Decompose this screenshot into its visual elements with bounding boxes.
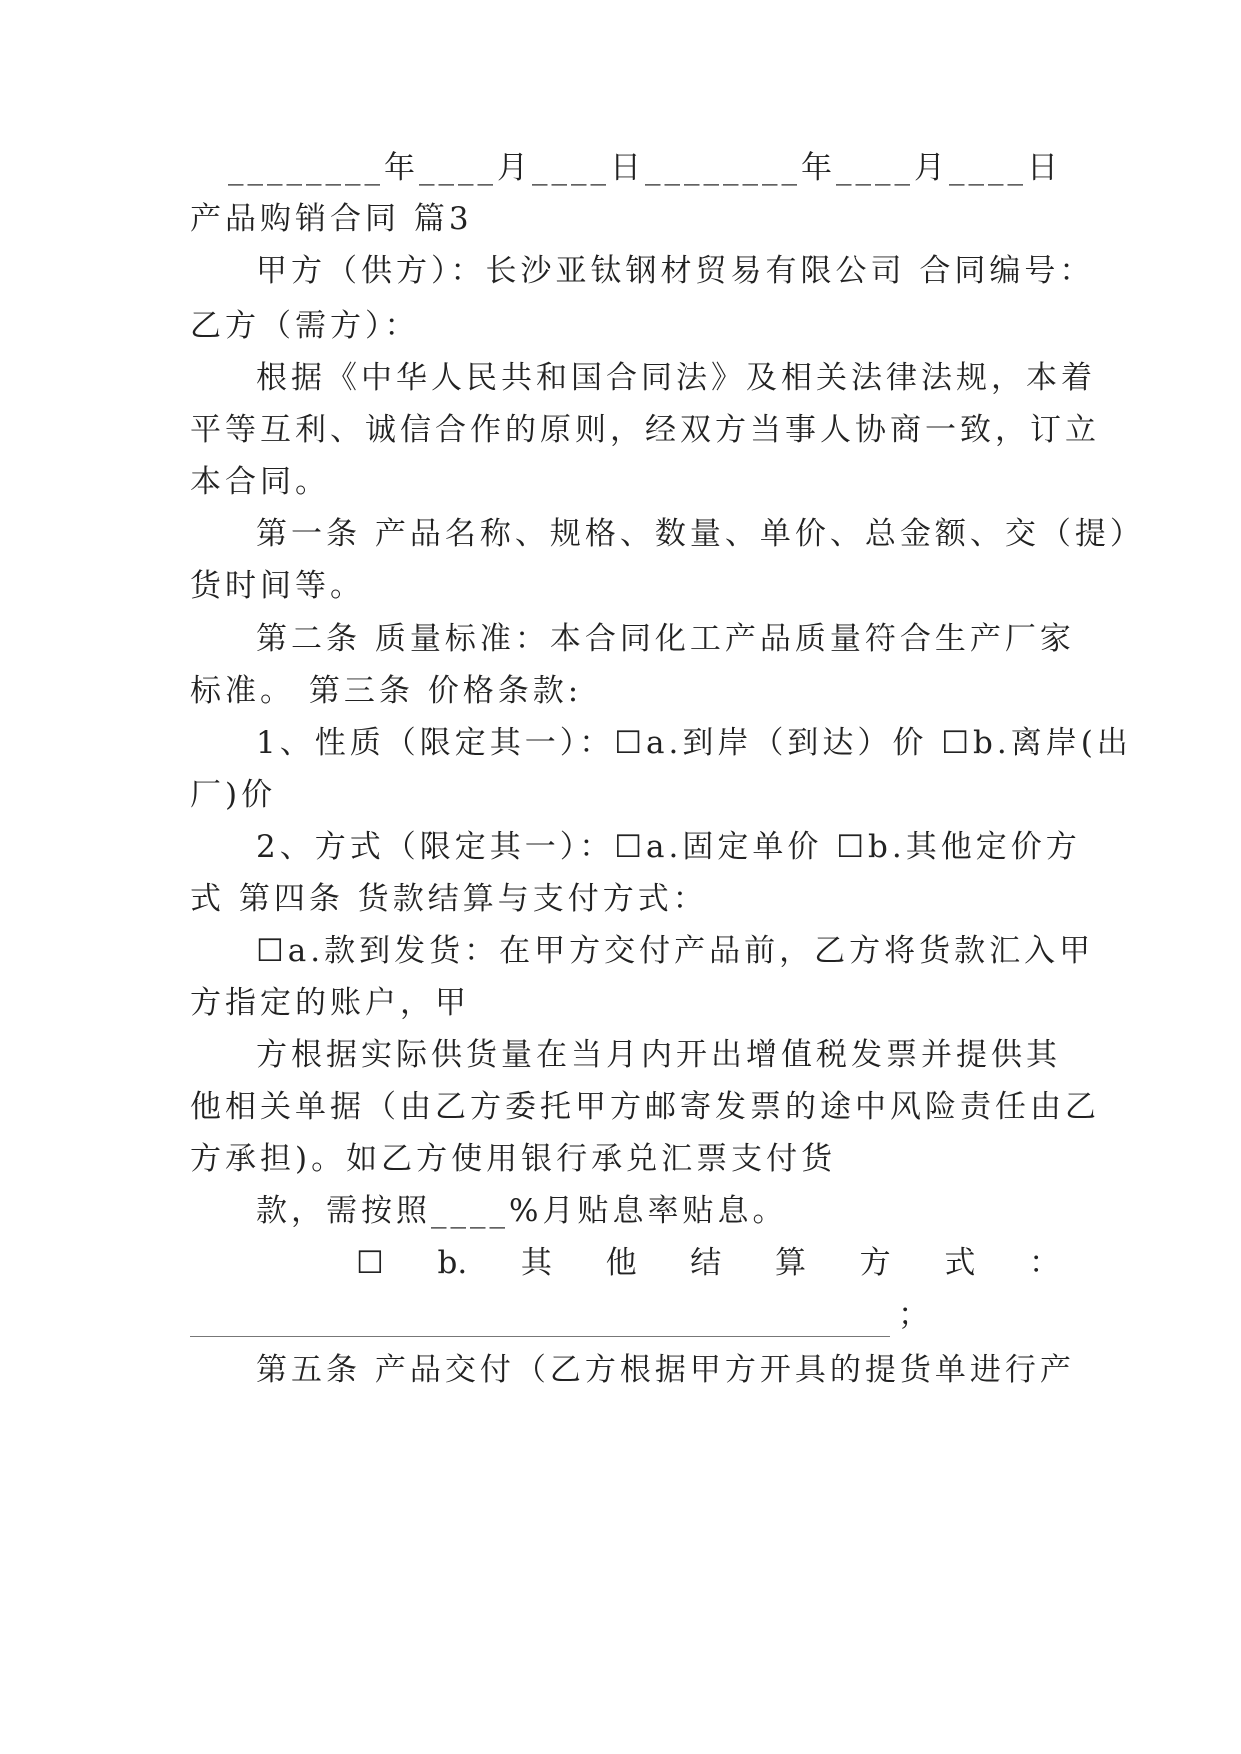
price-method-line-1: 2、方式（限定其一）：☐a.固定单价 ☐b.其他定价方 [256,829,1081,865]
other-settlement-line [356,1241,1060,1285]
payment-a-line-2: 方指定的账户，甲 [190,985,470,1021]
discount-line: 款，需按照____%月贴息率贴息。 [256,1193,788,1229]
preamble-line-1: 根据《中华人民共和国合同法》及相关法律法规，本着 [256,360,1096,396]
date-line: ________年____月____日________年____月____日 [228,150,1062,186]
char: 方 [859,1245,891,1281]
article-1-line-1: 第一条 产品名称、规格、数量、单价、总金额、交（提） [256,516,1145,552]
price-method-line-2: 式 第四条 货款结算与支付方式： [190,881,708,917]
fill-in-rule [190,1306,890,1337]
invoice-line-3: 方承担)。如乙方使用银行承兑汇票支付货 [190,1141,837,1177]
char: 他 [605,1245,637,1281]
price-nature-line-1: 1、性质（限定其一）：☐a.到岸（到达）价 ☐b.离岸(出 [256,725,1132,761]
checkbox-glyph: ☐ [356,1245,384,1281]
party-b-line: 乙方（需方）： [190,308,420,344]
preamble-line-2: 平等互利、诚信合作的原则，经双方当事人协商一致，订立 [190,412,1100,448]
price-nature-line-2: 厂)价 [190,777,277,813]
party-a-line: 甲方（供方）：长沙亚钛钢材贸易有限公司 合同编号： [256,253,1095,289]
char: 其 [520,1245,552,1281]
char: ： [1029,1245,1060,1281]
contract-heading: 产品购销合同 篇3 [190,201,473,237]
option-letter: b. [437,1245,468,1281]
payment-a-line-1: ☐a.款到发货：在甲方交付产品前，乙方将货款汇入甲 [256,933,1095,969]
blank-line [190,1293,1060,1337]
article-1-line-2: 货时间等。 [190,568,365,604]
preamble-line-3: 本合同。 [190,464,330,500]
article-2-line-1: 第二条 质量标准：本合同化工产品质量符合生产厂家 [256,621,1075,657]
invoice-line-2: 他相关单据（由乙方委托甲方邮寄发票的途中风险责任由乙 [190,1089,1100,1125]
char: 算 [774,1245,806,1281]
invoice-line-1: 方根据实际供货量在当月内开出增值税发票并提供其 [256,1037,1061,1073]
article-2-line-2: 标准。 第三条 价格条款: [190,673,583,709]
char: 结 [690,1245,722,1281]
char: 式 [944,1245,976,1281]
blank-terminator: ； [898,1297,929,1333]
article-5-line-1: 第五条 产品交付（乙方根据甲方开具的提货单进行产 [256,1352,1075,1388]
